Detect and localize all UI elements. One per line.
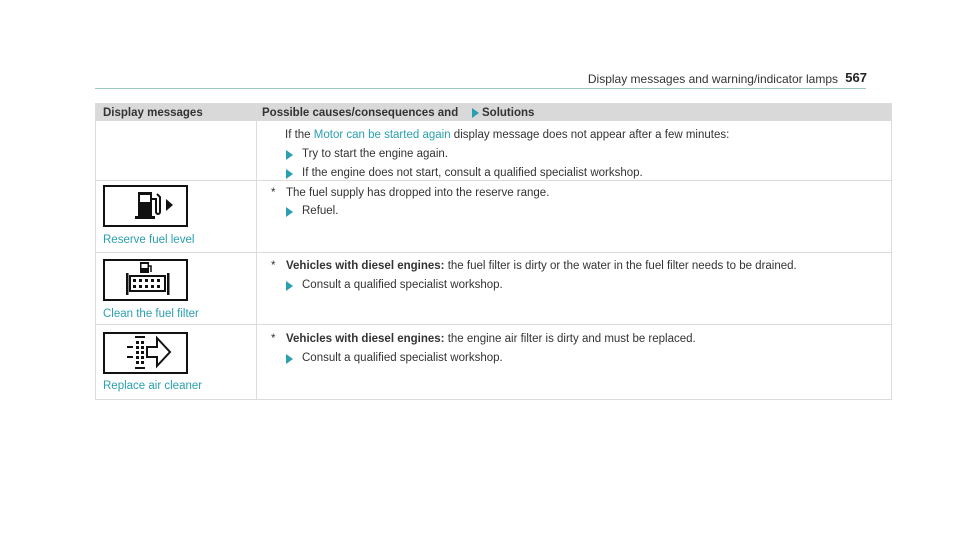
fuel-filter-icon — [103, 259, 188, 301]
row3-cause: Vehicles with diesel engines: the engine air filter is dirty and must be replaced. — [286, 333, 696, 345]
page-number: 567 — [845, 70, 867, 85]
row0-step2: If the engine does not start, consult a qualified specialist workshop. — [302, 167, 643, 179]
asterisk: * — [271, 187, 276, 199]
col-header-causes: Possible causes/consequences and — [262, 107, 459, 119]
asterisk: * — [271, 260, 276, 272]
step-arrow-icon — [286, 281, 293, 291]
row0-intro: If the Motor can be started again display message does not appear after a few minutes: — [285, 129, 730, 141]
solution-arrow-icon — [472, 108, 479, 118]
row2-cause: Vehicles with diesel engines: the fuel filter is dirty or the water in the fuel filter needs to be drained. — [286, 260, 797, 272]
display-messages-table — [95, 103, 892, 400]
col-header-display-messages: Display messages — [103, 107, 203, 119]
clean-fuel-filter-label: Clean the fuel filter — [103, 308, 199, 320]
motor-restart-link[interactable]: Motor can be started again — [313, 129, 451, 141]
row-divider — [96, 252, 891, 253]
row2-step1: Consult a qualified specialist workshop. — [302, 279, 503, 291]
step-arrow-icon — [286, 169, 293, 179]
col-header-solutions: Solutions — [482, 107, 535, 119]
row-divider — [96, 324, 891, 325]
header-title: Display messages and warning/indicator lamps — [587, 72, 838, 86]
step-arrow-icon — [286, 354, 293, 364]
row3-step1: Consult a qualified specialist workshop. — [302, 352, 503, 364]
air-filter-icon — [103, 332, 188, 374]
row1-cause: The fuel supply has dropped into the reserve range. — [286, 187, 550, 199]
step-arrow-icon — [286, 150, 293, 160]
fuel-pump-icon — [103, 185, 188, 227]
row1-step1: Refuel. — [302, 205, 339, 217]
asterisk: * — [271, 333, 276, 345]
replace-air-cleaner-label: Replace air cleaner — [103, 380, 203, 392]
step-arrow-icon — [286, 207, 293, 217]
header-rule — [95, 88, 866, 89]
row0-step1: Try to start the engine again. — [302, 148, 448, 160]
table-header — [96, 104, 891, 121]
reserve-fuel-label: Reserve fuel level — [103, 234, 195, 246]
row-divider — [96, 180, 891, 181]
